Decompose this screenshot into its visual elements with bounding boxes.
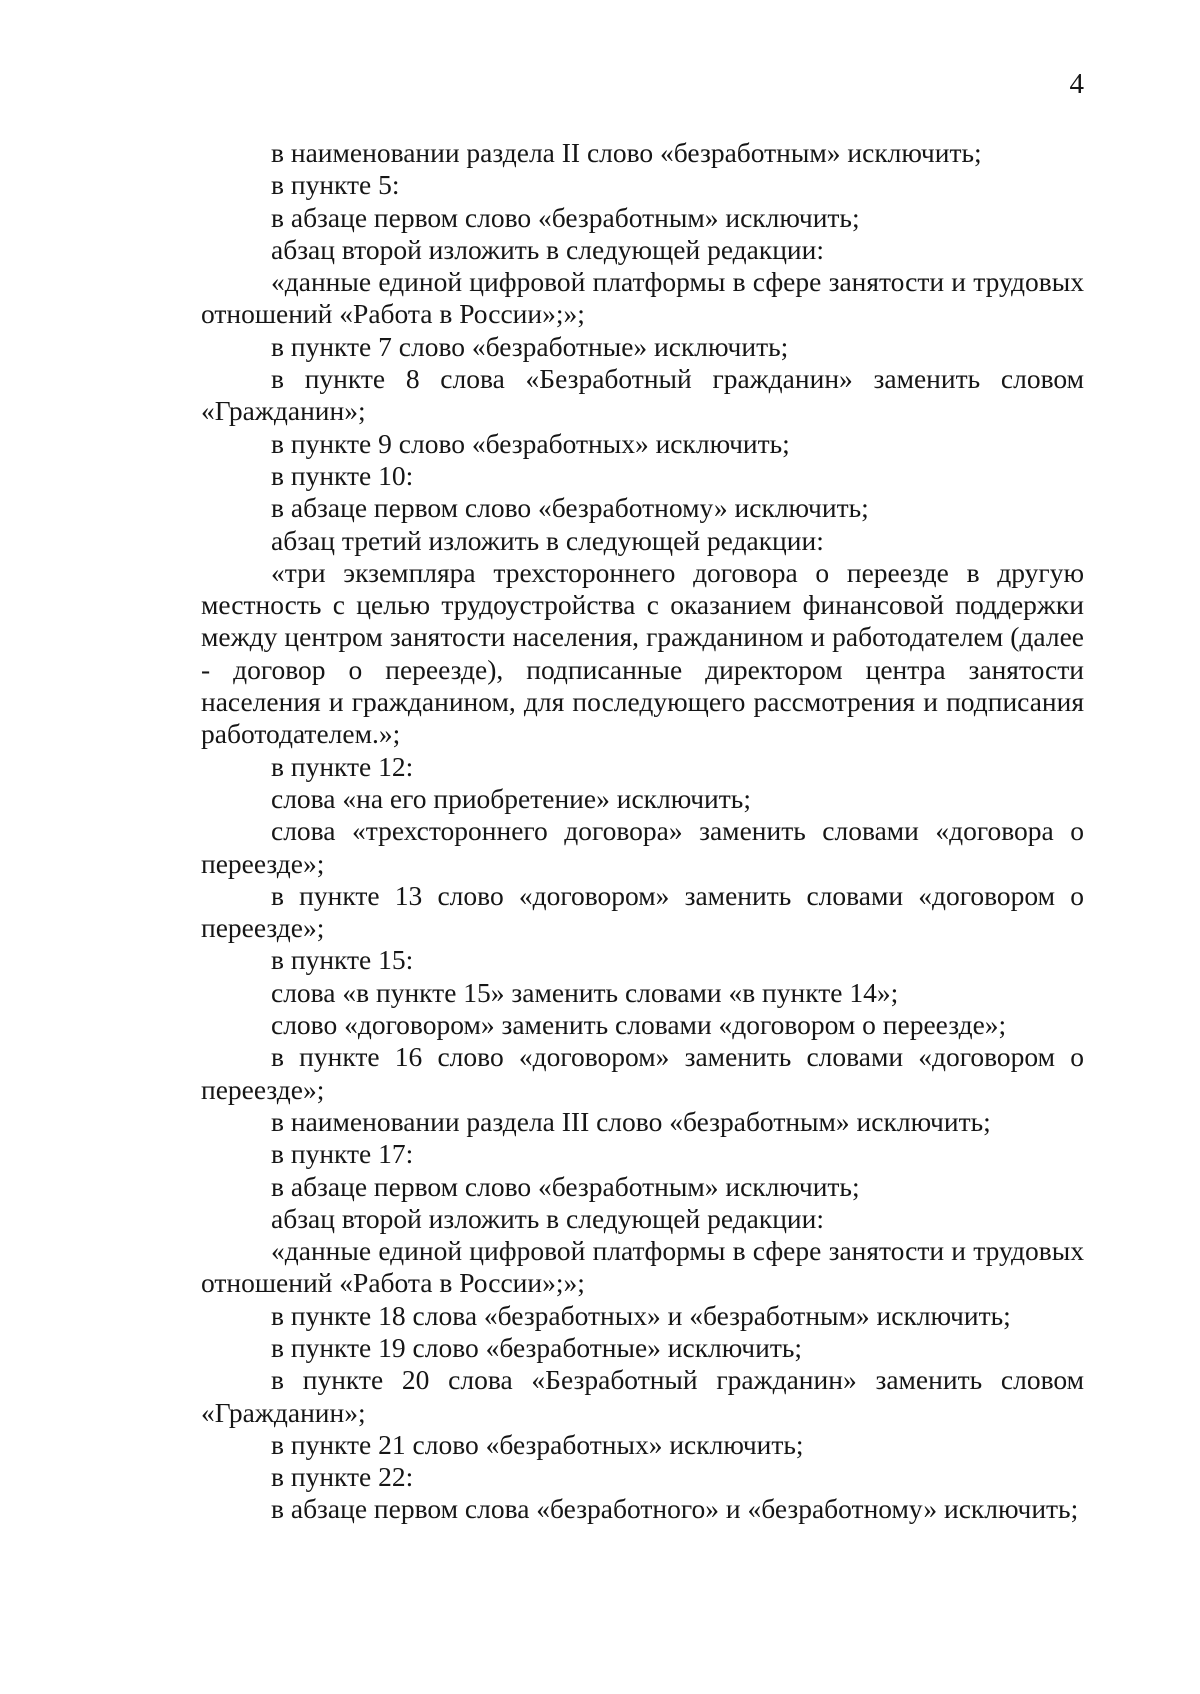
paragraph: слова «трехстороннего договора» заменить словами «договора о переезде»; <box>201 815 1084 879</box>
paragraph: в пункте 5: <box>271 169 400 201</box>
paragraph: «данные единой цифровой платформы в сфере занятости и трудовых отношений «Работа в России»;»; <box>201 1235 1084 1299</box>
paragraph: в пункте 17: <box>271 1138 414 1170</box>
paragraph: в пункте 21 слово «безработных» исключить; <box>271 1428 804 1460</box>
document-body <box>201 137 1084 1526</box>
paragraph: в пункте 22: <box>271 1461 414 1493</box>
paragraph: в абзаце первом слово «безработным» исключить; <box>271 1170 860 1202</box>
paragraph: абзац второй изложить в следующей редакции: <box>271 233 825 265</box>
paragraph: слова «на его приобретение» исключить; <box>271 782 751 814</box>
paragraph: в пункте 7 слово «безработные» исключить; <box>271 330 789 362</box>
paragraph: в пункте 10: <box>271 459 414 491</box>
paragraph: в пункте 18 слова «безработных» и «безработным» исключить; <box>271 1299 1011 1331</box>
paragraph: в наименовании раздела III слово «безработным» исключить; <box>271 1105 991 1137</box>
paragraph: абзац третий изложить в следующей редакции: <box>271 524 824 556</box>
paragraph: в пункте 12: <box>271 750 414 782</box>
paragraph: в абзаце первом слово «безработным» исключить; <box>271 201 860 233</box>
paragraph: «данные единой цифровой платформы в сфере занятости и трудовых отношений «Работа в России»;»; <box>201 266 1084 330</box>
paragraph: слова «в пункте 15» заменить словами «в пункте 14»; <box>271 976 899 1008</box>
paragraph: в пункте 15: <box>271 944 414 976</box>
paragraph: слово «договором» заменить словами «договором о переезде»; <box>271 1009 1007 1041</box>
page-number: 4 <box>1069 68 1084 100</box>
paragraph: в пункте 9 слово «безработных» исключить; <box>271 427 790 459</box>
paragraph: в пункте 8 слова «Безработный гражданин» заменить словом «Гражданин»; <box>201 363 1084 427</box>
paragraph: в пункте 19 слово «безработные» исключить; <box>271 1331 803 1363</box>
paragraph: в пункте 20 слова «Безработный гражданин» заменить словом «Гражданин»; <box>201 1364 1084 1428</box>
paragraph: в абзаце первом слова «безработного» и «безработному» исключить; <box>271 1493 1079 1525</box>
paragraph: в пункте 16 слово «договором» заменить словами «договором о переезде»; <box>201 1041 1084 1105</box>
paragraph: в абзаце первом слово «безработному» исключить; <box>271 492 869 524</box>
paragraph: «три экземпляра трехстороннего договора о переезде в другую местность с целью трудоустройства с оказанием финансовой поддержки между центром занятости населения, гражданином и работодателем (далее - договор о переезде), подписанные директором центра занятости населения и гражданином, для последующего рассмотрения и подписания работодателем.»; <box>201 556 1084 750</box>
paragraph: в пункте 13 слово «договором» заменить словами «договором о переезде»; <box>201 879 1084 944</box>
paragraph: в наименовании раздела II слово «безработным» исключить; <box>271 137 982 168</box>
paragraph: абзац второй изложить в следующей редакции: <box>271 1202 825 1234</box>
